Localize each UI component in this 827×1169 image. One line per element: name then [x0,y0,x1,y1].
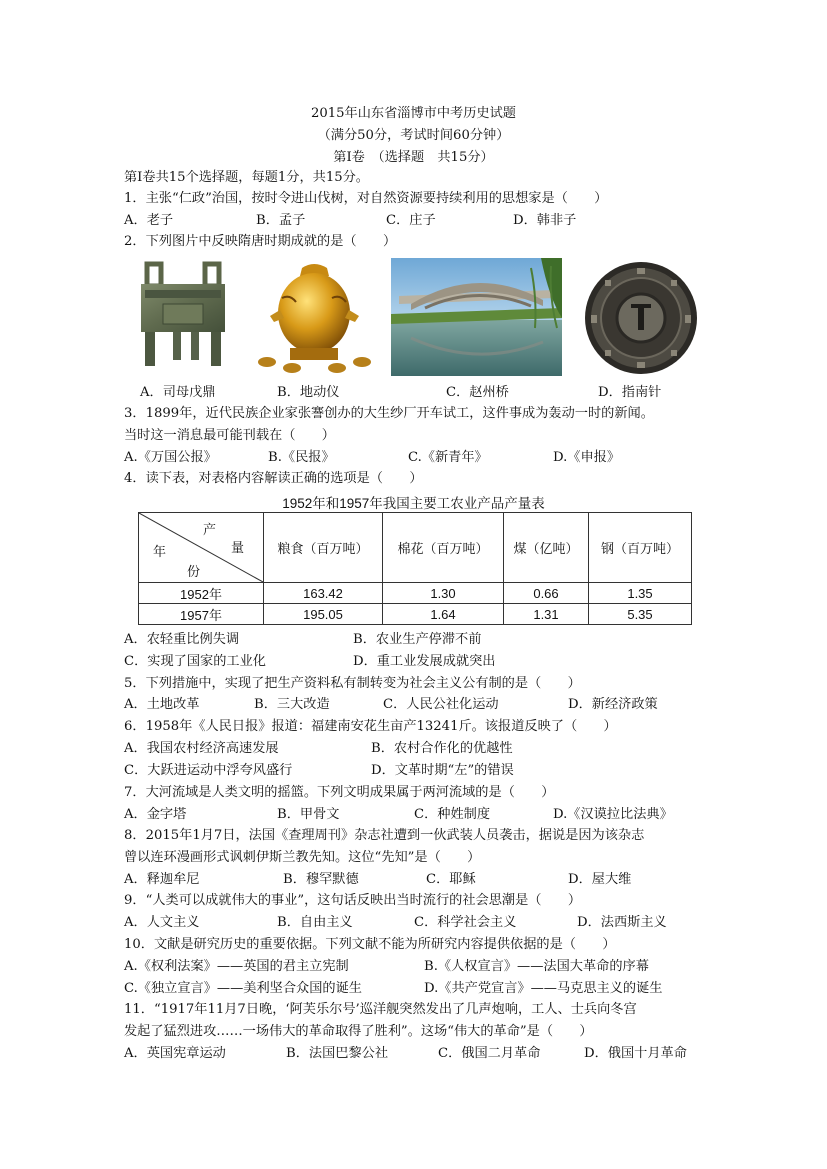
q8-option-c: C．耶稣 [426,872,476,887]
q4-option-b: B．农业生产停滞不前 [353,632,482,647]
table-cell: 1.31 [504,604,589,625]
q7-option-c: C．种姓制度 [414,807,491,822]
column-header: 钢（百万吨） [589,513,692,583]
q11-option-d: D．俄国十月革命 [584,1046,687,1061]
q8-option-b: B．穆罕默德 [283,872,359,887]
corner-label-right: 量 [231,541,245,556]
q3-option-d: D.《申报》 [553,450,621,465]
q3-option-a: A.《万国公报》 [124,450,217,465]
question-5-stem: 5．下列措施中，实现了把生产资料私有制转变为社会主义公有制的是（ ） [124,676,581,691]
question-3-stem-line2: 当时这一消息最可能刊载在（ ） [124,428,335,443]
q8-option-a: A．释迦牟尼 [124,872,200,887]
q8-option-d: D．屋大维 [568,872,632,887]
column-header: 棉花（百万吨） [383,513,504,583]
q6-option-c: C．大跃进运动中浮夸风盛行 [124,763,293,778]
exam-subtitle: （满分50分，考试时间60分钟） [317,128,510,143]
q1-option-a: A．老子 [124,213,174,228]
table-row [139,583,692,604]
q2-option-b: B．地动仪 [277,385,340,400]
table-title: 1952年和1957年我国主要工农业产品产量表 [282,496,545,511]
question-6-stem: 6．1958年《人民日报》报道：福建南安花生亩产13241斤。该报道反映了（ ） [124,719,617,734]
table-cell: 0.66 [504,583,589,604]
q11-option-b: B．法国巴黎公社 [286,1046,389,1061]
table-cell: 1.35 [589,583,692,604]
table-row [139,604,692,625]
question-11-stem-line2: 发起了猛烈进攻……一场伟大的革命取得了胜利”。这场“伟大的革命”是（ ） [124,1024,593,1039]
q1-option-b: B．孟子 [256,213,306,228]
zhaozhou-bridge-image [391,258,562,376]
table-cell: 1957年 [139,604,264,625]
section-heading: 第Ⅰ卷 （选择题 共15分） [333,150,494,165]
q5-option-d: D．新经济政策 [568,697,658,712]
q7-option-a: A．金字塔 [124,807,187,822]
seismoscope-image [252,258,377,376]
q6-option-a: A．我国农村经济高速发展 [124,741,279,756]
question-8-stem-line2: 曾以连环漫画形式讽刺伊斯兰教先知。这位“先知”是（ ） [124,850,481,865]
exam-title: 2015年山东省淄博市中考历史试题 [311,106,516,121]
q1-option-c: C．庄子 [386,213,436,228]
q5-option-b: B．三大改造 [254,697,330,712]
question-8-stem-line1: 8．2015年1月7日，法国《查理周刊》杂志社遭到一伙武装人员袭击，据说是因为该杂志 [124,828,645,843]
q9-option-c: C．科学社会主义 [414,915,517,930]
q5-option-c: C．人民公社化运动 [383,697,499,712]
q11-option-a: A．英国宪章运动 [124,1046,226,1061]
question-4-stem: 4．读下表，对表格内容解读正确的选项是（ ） [124,471,423,486]
question-7-stem: 7．大河流域是人类文明的摇篮。下列文明成果属于两河流域的是（ ） [124,785,555,800]
question-2-stem: 2．下列图片中反映隋唐时期成就的是（ ） [124,234,397,249]
q7-option-b: B．甲骨文 [277,807,340,822]
corner-label-bottom: 份 [187,565,201,580]
table-header-row [139,513,692,583]
q10-option-d: D.《共产党宣言》——马克思主义的诞生 [424,981,663,996]
table-cell: 163.42 [264,583,383,604]
question-1-stem: 1．主张“仁政”治国，按时令进山伐树，对自然资源要持续利用的思想家是（ ） [124,191,608,206]
q6-option-b: B．农村合作化的优越性 [371,741,513,756]
q5-option-a: A．土地改革 [124,697,200,712]
corner-label-left: 年 [153,545,167,560]
q9-option-a: A．人文主义 [124,915,200,930]
table-corner-cell [139,513,264,583]
section-intro: 第Ⅰ卷共15个选择题，每题1分，共15分。 [124,170,369,185]
q6-option-d: D．文革时期“左”的错误 [371,763,514,778]
corner-label-top: 产 [203,523,217,538]
q4-option-c: C．实现了国家的工业化 [124,654,266,669]
q10-option-b: B.《人权宣言》——法国大革命的序幕 [424,959,649,974]
q2-option-c: C．赵州桥 [446,385,509,400]
table-cell: 5.35 [589,604,692,625]
question-3-stem-line1: 3．1899年，近代民族企业家张謇创办的大生纱厂开车试工，这件事成为轰动一时的新闻。 [124,406,654,421]
column-header: 煤（亿吨） [504,513,589,583]
q4-option-a: A．农轻重比例失调 [124,632,240,647]
q9-option-b: B．自由主义 [277,915,353,930]
question-11-stem-line1: 11．“1917年11月7日晚，‘阿芙乐尔号’巡洋舰突然发出了几声炮响，工人、士兵向冬宫 [124,1002,637,1017]
bronze-ding-image [133,260,238,372]
q10-option-a: A.《权利法案》——英国的君主立宪制 [124,959,349,974]
table-cell: 195.05 [264,604,383,625]
q1-option-d: D．韩非子 [513,213,577,228]
q2-option-a: A．司母戊鼎 [140,385,216,400]
q4-option-d: D．重工业发展成就突出 [353,654,496,669]
q3-option-b: B.《民报》 [268,450,335,465]
question-9-stem: 9．“人类可以成就伟大的事业”，这句话反映出当时流行的社会思潮是（ ） [124,893,582,908]
table-cell: 1952年 [139,583,264,604]
compass-disc-image [583,260,699,376]
q9-option-d: D．法西斯主义 [577,915,667,930]
column-header: 粮食（百万吨） [264,513,383,583]
q10-option-c: C.《独立宣言》——美利坚合众国的诞生 [124,981,362,996]
question-10-stem: 10．文献是研究历史的重要依据。下列文献不能为所研究内容提供依据的是（ ） [124,937,616,952]
table-cell: 1.64 [383,604,504,625]
production-table [138,512,692,625]
q3-option-c: C.《新青年》 [408,450,488,465]
q7-option-d: D.《汉谟拉比法典》 [553,807,673,822]
q11-option-c: C．俄国二月革命 [438,1046,541,1061]
q2-option-d: D．指南针 [598,385,662,400]
table-cell: 1.30 [383,583,504,604]
